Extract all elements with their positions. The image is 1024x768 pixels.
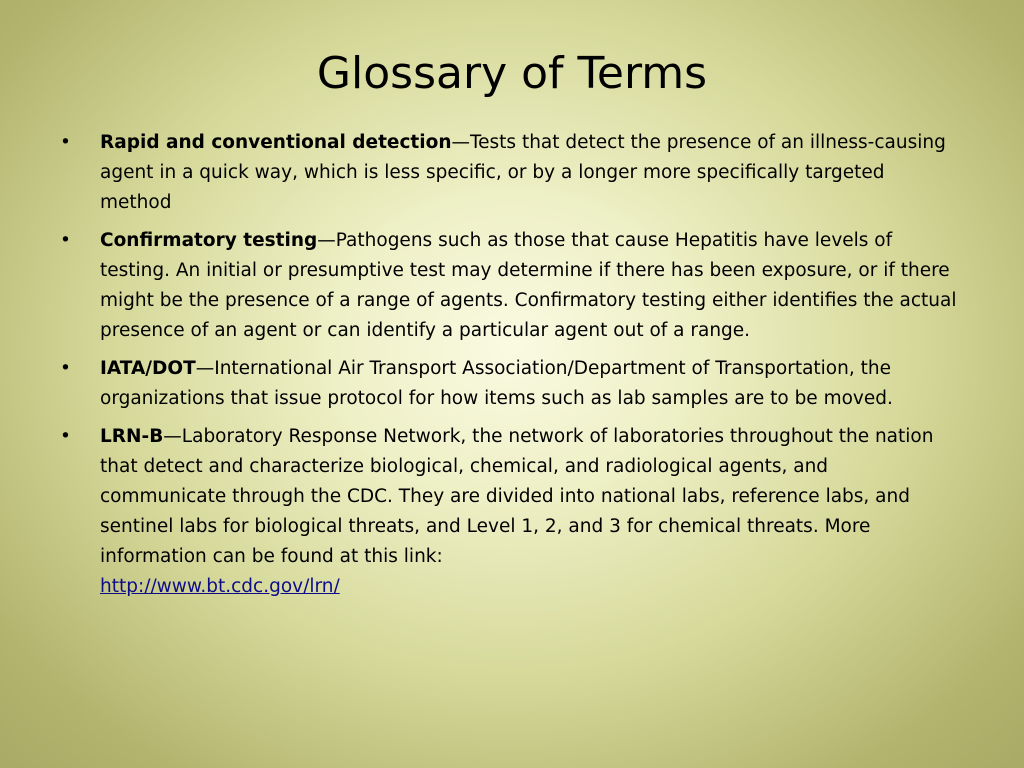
slide-title: Glossary of Terms [316,48,708,99]
glossary-list [60,128,960,610]
glossary-item-lrn-b [60,422,960,602]
glossary-definition: Tests that detect the presence of an illness-causing agent in a quick way, which is less specific, or by a longer more specifically targeted method [100,132,946,213]
glossary-item-rapid-detection [60,128,960,218]
glossary-definition: Laboratory Response Network, the network of laboratories throughout the nation that detect and characterize biological, chemical, and radiological agents, and communicate through the CDC. They are divided into national labs, reference labs, and sentinel labs for biological threats, and Level 1, 2, and 3 for chemical threats. More information can be found at this link: [100,426,934,567]
bullet-icon: • [60,426,71,447]
glossary-term: IATA/DOT [100,358,196,379]
em-dash: — [317,230,336,251]
glossary-term: Confirmatory testing [100,230,318,251]
bullet-icon: • [60,358,71,379]
bullet-icon: • [60,230,71,251]
lrn-link[interactable]: http://www.bt.cdc.gov/lrn/ [100,576,340,597]
glossary-item-iata-dot [60,354,960,414]
em-dash: — [163,426,182,447]
em-dash: — [451,132,470,153]
glossary-definition: Pathogens such as those that cause Hepatitis have levels of testing. An initial or presumptive test may determine if there has been exposure, or if there might be the presence of a range of agents. Confirmatory testing either identifies the actual presence of an agent or can identify a particular agent out of a range. [100,230,957,341]
glossary-term: LRN-B [100,426,164,447]
bullet-icon: • [60,132,71,153]
em-dash: — [195,358,215,379]
glossary-term: Rapid and conventional detection [100,132,452,153]
glossary-item-confirmatory-testing [60,226,960,346]
glossary-definition: International Air Transport Association/Department of Transportation, the organizations that issue protocol for how items such as lab samples are to be moved. [100,358,893,409]
